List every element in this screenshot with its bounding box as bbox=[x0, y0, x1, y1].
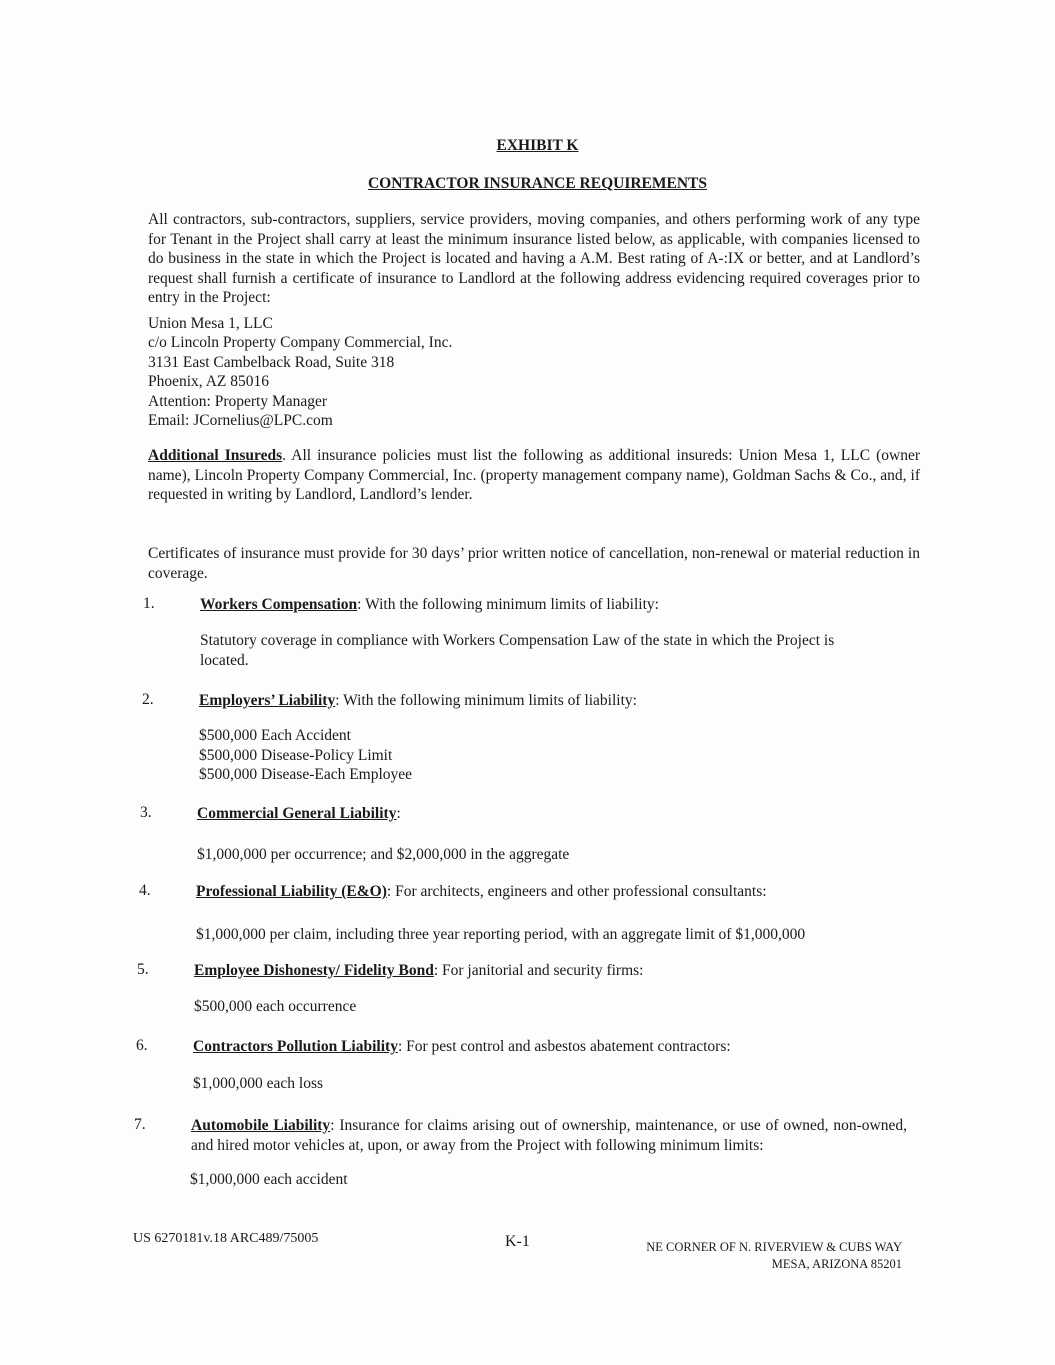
item-detail-line: $500,000 Disease-Each Employee bbox=[199, 766, 413, 783]
item-details bbox=[190, 1170, 910, 1190]
address-line: Attention: Property Manager bbox=[148, 392, 328, 410]
address-line: Phoenix, AZ 85016 bbox=[148, 373, 269, 391]
item-detail-line: $500,000 each occurrence bbox=[194, 998, 357, 1015]
address-line: c/o Lincoln Property Company Commercial, Inc. bbox=[148, 334, 453, 352]
item-heading: Professional Liability (E&O) bbox=[196, 883, 387, 900]
item-number: 6. bbox=[136, 1037, 148, 1054]
item-heading-line bbox=[193, 1037, 933, 1057]
location-line: NE CORNER OF N. RIVERVIEW & CUBS WAY bbox=[646, 1240, 902, 1254]
item-number: 5. bbox=[137, 961, 149, 978]
item-details bbox=[200, 631, 880, 670]
item-number: 3. bbox=[140, 804, 152, 821]
item-text: : For janitorial and security firms: bbox=[433, 962, 644, 979]
item-detail-line: $1,000,000 each accident bbox=[190, 1171, 348, 1188]
item-details bbox=[199, 726, 919, 785]
item-detail-line: $1,000,000 each loss bbox=[193, 1075, 324, 1092]
item-text: : With the following minimum limits of liability: bbox=[335, 692, 637, 709]
page-number: K-1 bbox=[505, 1233, 530, 1250]
document-id: US 6270181v.18 ARC489/75005 bbox=[133, 1231, 319, 1246]
item-details bbox=[194, 997, 914, 1017]
document-title: CONTRACTOR INSURANCE REQUIREMENTS bbox=[367, 175, 708, 192]
item-heading: Contractors Pollution Liability bbox=[193, 1038, 398, 1055]
item-text: : With the following minimum limits of liability: bbox=[357, 596, 659, 613]
item-details bbox=[196, 925, 916, 945]
item-heading-line bbox=[200, 595, 940, 615]
additional-insureds-heading: Additional Insureds bbox=[148, 447, 283, 464]
item-text: : For pest control and asbestos abatement contractors: bbox=[397, 1038, 731, 1055]
additional-insureds-paragraph bbox=[148, 446, 920, 505]
item-text: : Insurance for claims arising out of ownership, maintenance, or use of owned, non-owned, and hired motor vehicles at, upon, or away from the Project with following minimum limits: bbox=[191, 1117, 907, 1154]
item-heading: Commercial General Liability bbox=[197, 805, 397, 822]
address-line: Email: JCornelius@LPC.com bbox=[148, 412, 333, 430]
item-detail-line: $1,000,000 per occurrence; and $2,000,000 in the aggregate bbox=[197, 846, 570, 863]
item-heading-line bbox=[197, 804, 937, 824]
item-text: : bbox=[396, 805, 401, 822]
item-heading-line bbox=[194, 961, 934, 981]
item-number: 2. bbox=[142, 691, 154, 708]
item-heading-line bbox=[199, 691, 939, 711]
item-heading-line bbox=[196, 882, 936, 902]
item-number: 7. bbox=[134, 1116, 146, 1133]
landlord-address bbox=[148, 314, 452, 430]
exhibit-title: EXHIBIT K bbox=[496, 137, 579, 154]
additional-insureds-text: . All insurance policies must list the following as additional insureds: Union Mesa 1, LLC (owner name), Lincoln Property Company Commercial, Inc. (property management company name), Goldman Sachs & Co., and, if requested in writing by Landlord, Landlord’s lender. bbox=[148, 447, 920, 503]
item-detail-line: $500,000 Each Accident bbox=[199, 727, 351, 744]
item-detail-line: Statutory coverage in compliance with Workers Compensation Law of the state in which the Project is located. bbox=[200, 632, 835, 669]
item-details bbox=[197, 845, 917, 865]
location-line: MESA, ARIZONA 85201 bbox=[771, 1257, 902, 1271]
item-text: : For architects, engineers and other professional consultants: bbox=[386, 883, 767, 900]
address-line: Union Mesa 1, LLC bbox=[148, 315, 273, 332]
item-detail-line: $1,000,000 per claim, including three year reporting period, with an aggregate limit of $1,000,000 bbox=[196, 926, 806, 943]
item-heading: Automobile Liability bbox=[191, 1117, 331, 1134]
item-heading: Employee Dishonesty/ Fidelity Bond bbox=[194, 962, 434, 979]
item-number: 1. bbox=[143, 595, 155, 612]
item-number: 4. bbox=[139, 882, 151, 899]
item-heading: Workers Compensation bbox=[200, 596, 358, 613]
intro-paragraph: All contractors, sub-contractors, suppliers, service providers, moving companies, and others performing work of any type for Tenant in the Project shall carry at least the minimum insurance listed below, as applicable, with companies licensed to do business in the state in which the Project is located and having a A.M. Best rating of A-:IX or better, and at Landlord’s request shall furnish a certificate of insurance to Landlord at the following address evidencing required coverages prior to entry in the Project: bbox=[148, 211, 920, 306]
item-detail-line: $500,000 Disease-Policy Limit bbox=[199, 746, 393, 764]
property-location bbox=[620, 1239, 902, 1273]
certificates-paragraph: Certificates of insurance must provide for 30 days’ prior written notice of cancellation, non-renewal or material reduction in coverage. bbox=[148, 545, 920, 582]
address-line: 3131 East Cambelback Road, Suite 318 bbox=[148, 353, 395, 371]
item-details bbox=[193, 1074, 913, 1094]
item-heading: Employers’ Liability bbox=[199, 692, 336, 709]
item-heading-line bbox=[191, 1116, 907, 1155]
